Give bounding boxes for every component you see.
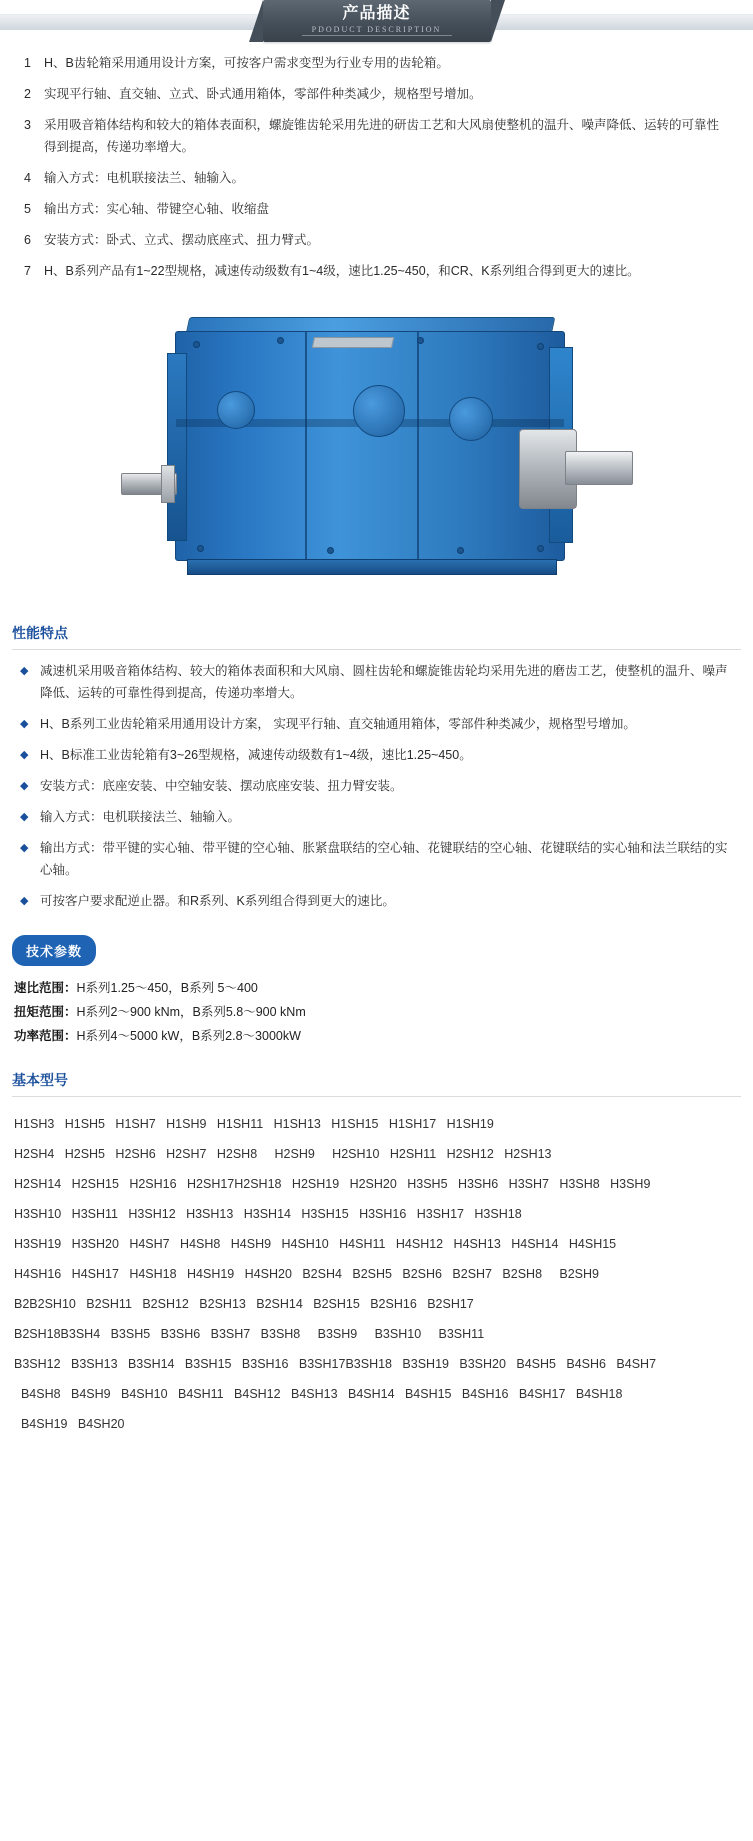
gearbox-output-shaft	[565, 451, 633, 485]
description-item	[22, 83, 731, 105]
diamond-bullet-icon: ◆	[20, 665, 29, 677]
banner-title-cn: 产品描述	[342, 5, 411, 22]
model-row: B4SH19 B4SH20	[14, 1417, 125, 1431]
model-row: H2SH14 H2SH15 H2SH16 H2SH17H2SH18 H2SH19 H2SH20 H3SH5 H3SH6 H3SH7 H3SH8 H3SH9	[14, 1177, 651, 1191]
tech-param-value: H系列1.25～450，B系列 5～400	[76, 981, 258, 995]
banner-left-bar	[0, 14, 290, 30]
tech-param-label: 速比范围：	[14, 981, 77, 995]
gearbox-housing	[175, 331, 565, 561]
feature-item	[20, 775, 733, 797]
model-row: B4SH8 B4SH9 B4SH10 B4SH11 B4SH12 B4SH13 B4SH14 B4SH15 B4SH16 B4SH17 B4SH18	[14, 1387, 623, 1401]
description-item-number: 5	[24, 202, 31, 216]
gearbox-bolt	[537, 545, 544, 552]
models-list	[0, 1107, 753, 1459]
description-item-text: 实现平行轴、直交轴、立式、卧式通用箱体，零部件种类减少，规格型号增加。	[44, 87, 482, 101]
gearbox-bolt	[457, 547, 464, 554]
gearbox-nameplate	[311, 337, 393, 348]
gearbox-bolt	[277, 337, 284, 344]
description-item-text: 安装方式：卧式、立式、摆动底座式、扭力臂式。	[44, 233, 320, 247]
gearbox-bolt	[193, 341, 200, 348]
diamond-bullet-icon: ◆	[20, 895, 29, 907]
banner-plate	[263, 0, 491, 42]
model-row: H3SH19 H3SH20 H4SH7 H4SH8 H4SH9 H4SH10 H4SH11 H4SH12 H4SH13 H4SH14 H4SH15	[14, 1237, 617, 1251]
performance-divider	[12, 649, 741, 650]
description-item-number: 2	[24, 87, 31, 101]
tech-param-label: 扭矩范围：	[14, 1005, 77, 1019]
description-item-number: 3	[24, 118, 31, 132]
tech-params-badge: 技术参数	[12, 935, 96, 966]
gearbox-illustration	[117, 301, 637, 601]
models-heading: 基本型号	[12, 1072, 68, 1088]
banner-underline	[302, 35, 452, 36]
model-row: H4SH16 H4SH17 H4SH18 H4SH19 H4SH20 B2SH4 B2SH5 B2SH6 B2SH7 B2SH8 B2SH9	[14, 1267, 600, 1281]
tech-param-value: H系列4～5000 kW，B系列2.8～3000kW	[76, 1029, 301, 1043]
gearbox-inspection-cover	[353, 385, 405, 437]
description-item	[22, 198, 731, 220]
description-item	[22, 229, 731, 251]
model-row: H1SH3 H1SH5 H1SH7 H1SH9 H1SH11 H1SH13 H1SH15 H1SH17 H1SH19	[14, 1117, 494, 1131]
feature-text: H、B系列工业齿轮箱采用通用设计方案， 实现平行轴、直交轴通用箱体，零部件种类减少，规格型号增加。	[40, 717, 636, 731]
description-item-text: 采用吸音箱体结构和较大的箱体表面积，螺旋锥齿轮采用先进的研齿工艺和大风扇使整机的温升、噪声降低、运转的可靠性得到提高，传递功率增大。	[44, 118, 720, 154]
tech-param-label: 功率范围：	[14, 1029, 77, 1043]
product-figure	[0, 295, 753, 615]
description-item-number: 4	[24, 171, 31, 185]
gearbox-inspection-cover	[449, 397, 493, 441]
gearbox-bolt	[417, 337, 424, 344]
feature-item	[20, 806, 733, 828]
feature-item	[20, 890, 733, 912]
description-list	[0, 42, 753, 295]
description-item-text: H、B系列产品有1~22型规格，减速传动级数有1~4级，速比1.25~450，和CR、K系列组合得到更大的速比。	[44, 264, 640, 278]
tech-param-row	[0, 1024, 753, 1048]
feature-text: 安装方式：底座安装、中空轴安装、摆动底座安装、扭力臂安装。	[40, 779, 403, 793]
performance-heading: 性能特点	[12, 625, 68, 641]
gearbox-bolt	[327, 547, 334, 554]
description-item-number: 6	[24, 233, 31, 247]
description-item	[22, 260, 731, 282]
gearbox-input-collar	[161, 465, 175, 503]
description-item	[22, 167, 731, 189]
tech-param-value: H系列2～900 kNm，B系列5.8～900 kNm	[76, 1005, 306, 1019]
description-item	[22, 52, 731, 74]
gearbox-base	[187, 559, 557, 575]
description-item	[22, 114, 731, 158]
feature-text: H、B标准工业齿轮箱有3~26型规格，减速传动级数有1~4级，速比1.25~450。	[40, 748, 472, 762]
gearbox-left-flange	[167, 353, 187, 541]
model-row: H3SH10 H3SH11 H3SH12 H3SH13 H3SH14 H3SH15 H3SH16 H3SH17 H3SH18	[14, 1207, 522, 1221]
gearbox-bolt	[197, 545, 204, 552]
feature-text: 输出方式：带平键的实心轴、带平键的空心轴、胀紧盘联结的空心轴、花键联结的空心轴、花键联结的实心轴和法兰联结的实心轴。	[40, 841, 728, 877]
diamond-bullet-icon: ◆	[20, 718, 29, 730]
feature-text: 减速机采用吸音箱体结构、较大的箱体表面积和大风扇、圆柱齿轮和螺旋锥齿轮均采用先进的磨齿工艺，使整机的温升、噪声降低、运转的可靠性得到提高，传递功率增大。	[40, 664, 728, 700]
description-item-text: 输出方式：实心轴、带键空心轴、收缩盘	[44, 202, 270, 216]
gearbox-inspection-cover	[217, 391, 255, 429]
feature-item	[20, 660, 733, 704]
performance-feature-list	[0, 660, 753, 925]
section-banner	[0, 0, 753, 42]
description-item-number: 1	[24, 56, 31, 70]
gearbox-bolt	[537, 343, 544, 350]
gearbox-seam	[305, 332, 307, 560]
feature-text: 可按客户要求配逆止器。和R系列、K系列组合得到更大的速比。	[40, 894, 395, 908]
feature-item	[20, 744, 733, 766]
feature-text: 输入方式：电机联接法兰、轴输入。	[40, 810, 241, 824]
banner-right-bar	[463, 14, 753, 30]
description-item-number: 7	[24, 264, 31, 278]
feature-item	[20, 713, 733, 735]
tech-param-row	[0, 1000, 753, 1024]
feature-item	[20, 837, 733, 881]
gearbox-seam	[417, 332, 419, 560]
model-row: H2SH4 H2SH5 H2SH6 H2SH7 H2SH8 H2SH9 H2SH10 H2SH11 H2SH12 H2SH13	[14, 1147, 552, 1161]
models-divider	[12, 1096, 741, 1097]
tech-params-list	[0, 976, 753, 1048]
diamond-bullet-icon: ◆	[20, 811, 29, 823]
diamond-bullet-icon: ◆	[20, 749, 29, 761]
description-item-text: H、B齿轮箱采用通用设计方案，可按客户需求变型为行业专用的齿轮箱。	[44, 56, 449, 70]
diamond-bullet-icon: ◆	[20, 842, 29, 854]
diamond-bullet-icon: ◆	[20, 780, 29, 792]
model-row: B2B2SH10 B2SH11 B2SH12 B2SH13 B2SH14 B2SH15 B2SH16 B2SH17	[14, 1297, 474, 1311]
description-item-text: 输入方式：电机联接法兰、轴输入。	[44, 171, 245, 185]
banner-title-en: PDODUCT DESCRIPTION	[311, 25, 442, 34]
tech-param-row	[0, 976, 753, 1000]
model-row: B2SH18B3SH4 B3SH5 B3SH6 B3SH7 B3SH8 B3SH9 B3SH10 B3SH11	[14, 1327, 485, 1341]
model-row: B3SH12 B3SH13 B3SH14 B3SH15 B3SH16 B3SH17B3SH18 B3SH19 B3SH20 B4SH5 B4SH6 B4SH7	[14, 1357, 657, 1371]
